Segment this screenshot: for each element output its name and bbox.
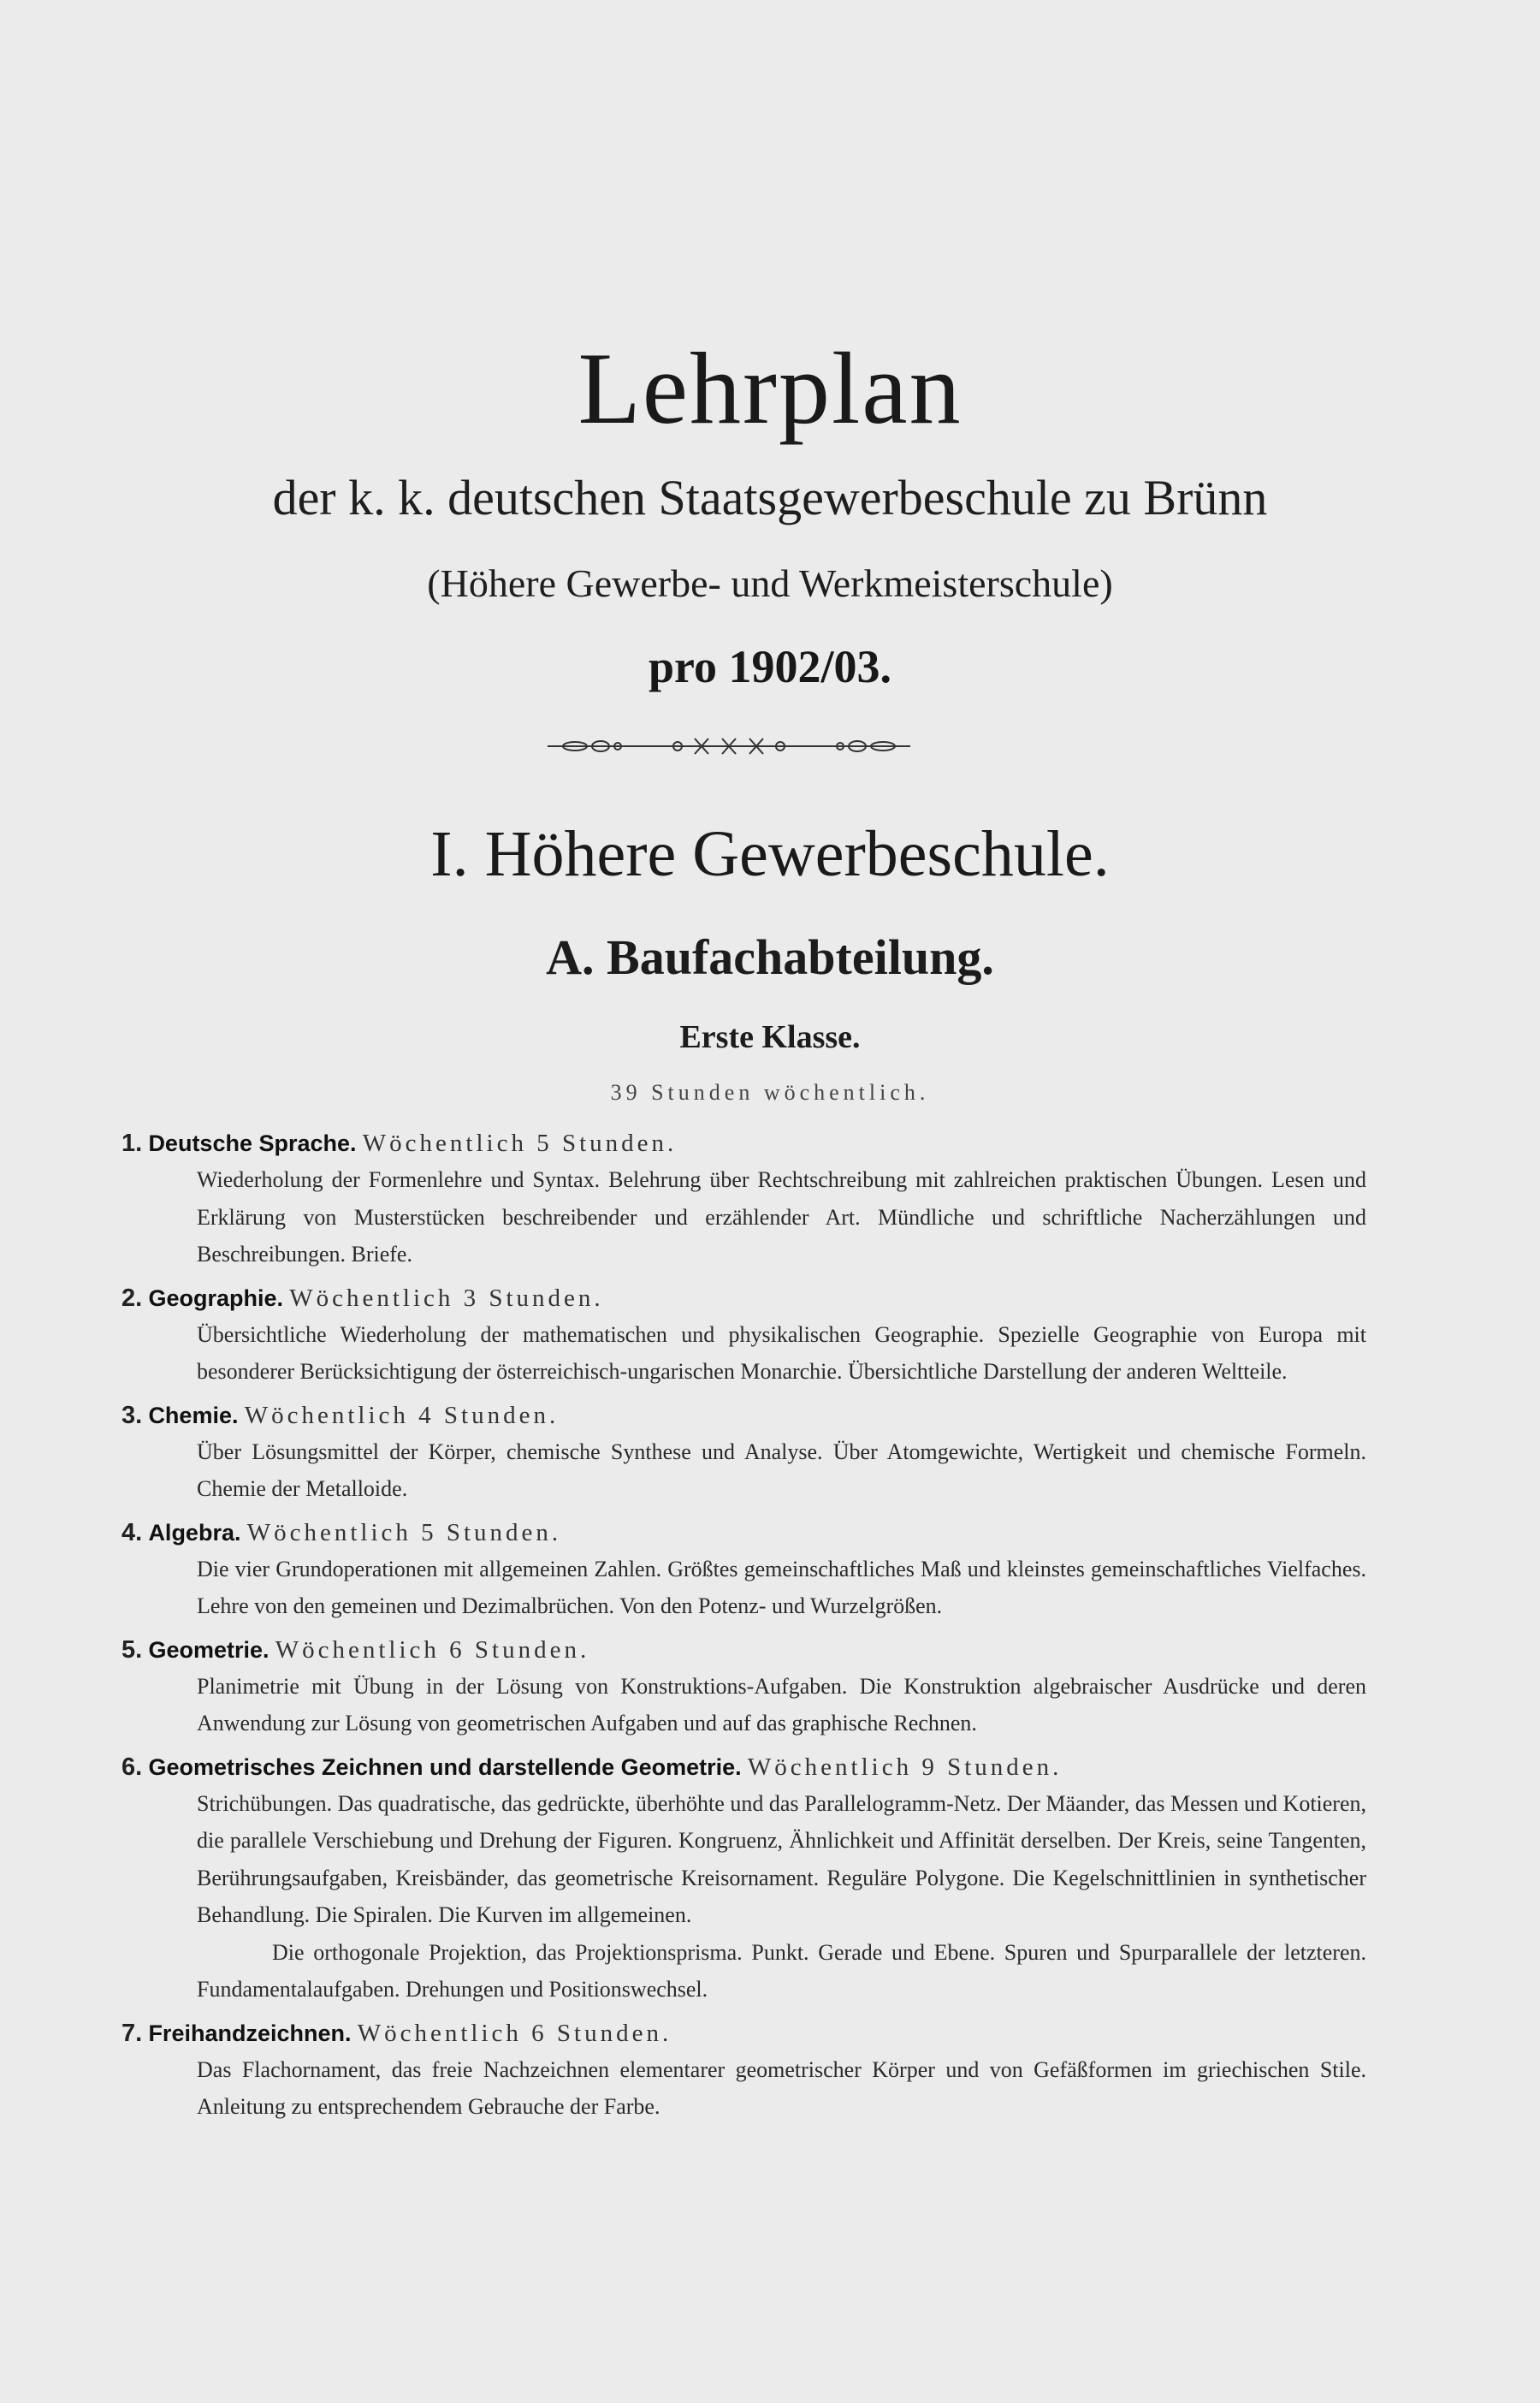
item-subject: Geographie. xyxy=(148,1285,283,1311)
item-hours: Wöchentlich 6 Stunden. xyxy=(275,1635,590,1664)
item-hours: Wöchentlich 5 Stunden. xyxy=(246,1518,562,1546)
decorative-divider-icon xyxy=(541,733,917,759)
item-subject: Chemie. xyxy=(148,1402,239,1428)
item-subject: Geometrisches Zeichnen und darstellende Geometrie. xyxy=(148,1753,742,1780)
item-description: Übersichtliche Wiederholung der mathematischen und physikalischen Geographie. Spezielle Geographie von Europa mit besonderer Berücksichtigung der österreichisch-ungarischen Monarchie. Übersichtliche Darstellung der anderen Weltteile. xyxy=(197,1321,1366,1384)
item-subject: Freihandzeichnen. xyxy=(148,2020,352,2046)
page-subtitle: der k. k. deutschen Staatsgewerbeschule zu Brünn xyxy=(272,470,1268,525)
item-number: 2. xyxy=(121,1284,143,1312)
school-year: pro 1902/03. xyxy=(648,641,892,692)
item-hours: Wöchentlich 5 Stunden. xyxy=(362,1130,678,1157)
item-description: Wiederholung der Formenlehre und Syntax. Belehrung über Rechtschreibung mit zahlreichen praktischen Übungen. Lesen und Erklärung von Musterstücken beschreibender und erzählender Art. Mündliche und schriftliche Nacherzählungen und Beschreibungen. Briefe. xyxy=(197,1167,1366,1267)
total-hours: 39 Stunden wöchentlich. xyxy=(610,1080,930,1105)
item-description: Strichübungen. Das quadratische, das gedrückte, überhöhte und das Parallelogramm-Netz. Der Mäander, das Messen und Kotieren, die parallele Verschiebung und Drehung der Figuren. Kongruenz, Ähnlichkeit und Affinität derselben. Der Kreis, seine Tangenten, Berührungsaufgaben, Kreisbänder, das geometrische Kreisornament. Reguläre Polygone. Die Kegelschnittlinien in synthetischer Behandlung. Die Spiralen. Die Kurven im allgemeinen. xyxy=(197,1790,1366,1927)
item-description: Die vier Grundoperationen mit allgemeinen Zahlen. Größtes gemeinschaftliches Maß und kleinstes gemeinschaftliches Vielfaches. Lehre von den gemeinen und Dezimalbrüchen. Von den Potenz- und Wurzelgrößen. xyxy=(197,1556,1366,1618)
class-title: Erste Klasse. xyxy=(679,1019,861,1055)
list-item xyxy=(121,1397,1366,1508)
item-description: Über Lösungsmittel der Körper, chemische Synthese und Analyse. Über Atomgewichte, Wertigkeit und chemische Formeln. Chemie der Metalloide. xyxy=(197,1439,1366,1501)
list-item xyxy=(121,1515,1366,1625)
item-number: 4. xyxy=(121,1518,143,1546)
item-hours: Wöchentlich 9 Stunden. xyxy=(747,1753,1063,1781)
item-subject: Deutsche Sprache. xyxy=(148,1130,357,1156)
list-item xyxy=(121,1632,1366,1742)
item-hours: Wöchentlich 3 Stunden. xyxy=(289,1284,604,1312)
curriculum-list xyxy=(121,1125,1366,2133)
item-description: Das Flachornament, das freie Nachzeichnen elementarer geometrischer Körper und von Gefäßformen im griechischen Stile. Anleitung zu entsprechendem Gebrauche der Farbe. xyxy=(197,2056,1366,2119)
item-number: 1. xyxy=(121,1130,143,1157)
section-title: I. Höhere Gewerbeschule. xyxy=(430,818,1110,890)
list-item xyxy=(121,2015,1366,2126)
item-subject: Geometrie. xyxy=(148,1636,270,1663)
list-item xyxy=(121,1125,1366,1273)
school-type: (Höhere Gewerbe- und Werkmeisterschule) xyxy=(427,561,1113,605)
item-number: 7. xyxy=(121,2019,143,2047)
item-subject: Algebra. xyxy=(148,1519,241,1546)
page-title: Lehrplan xyxy=(578,331,962,445)
subsection-title: A. Baufachabteilung. xyxy=(546,929,994,985)
item-description-continued: Die orthogonale Projektion, das Projektionsprisma. Punkt. Gerade und Ebene. Spuren und Spurparallele der letzteren. Fundamentalaufgaben. Drehungen und Positionswechsel. xyxy=(197,1939,1366,2002)
item-number: 5. xyxy=(121,1635,143,1664)
item-description: Planimetrie mit Übung in der Lösung von Konstruktions-Aufgaben. Die Konstruktion algebraischer Ausdrücke und deren Anwendung zur Lösung von geometrischen Aufgaben und auf das graphische Rechnen. xyxy=(197,1673,1366,1736)
item-number: 3. xyxy=(121,1401,143,1429)
list-item xyxy=(121,1280,1366,1391)
list-item xyxy=(121,1749,1366,2008)
item-number: 6. xyxy=(121,1753,143,1781)
item-hours: Wöchentlich 4 Stunden. xyxy=(244,1401,560,1429)
item-hours: Wöchentlich 6 Stunden. xyxy=(357,2019,672,2047)
